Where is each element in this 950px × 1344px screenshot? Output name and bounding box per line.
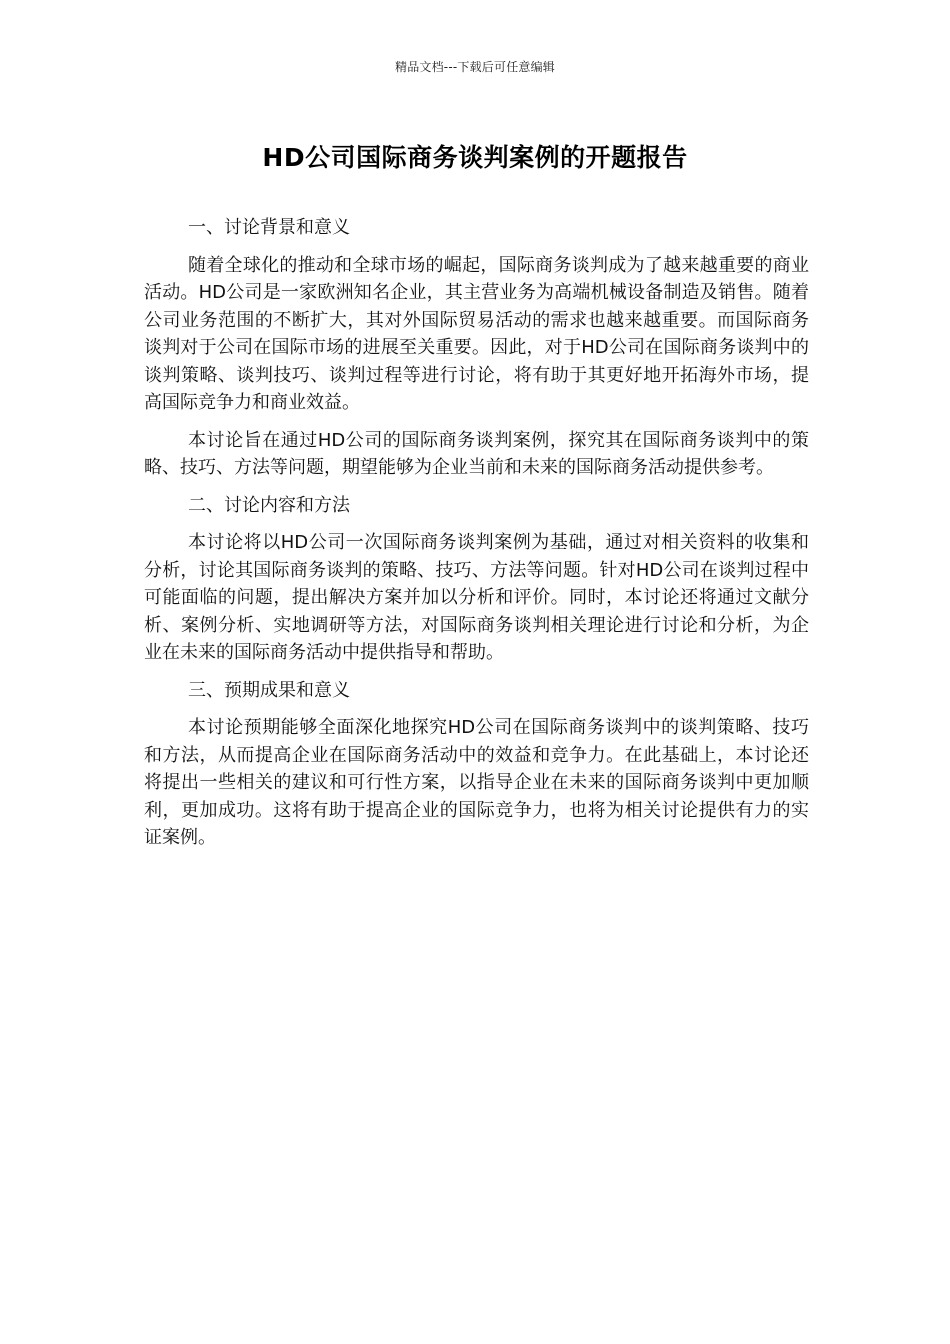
paragraph-background-1: 随着全球化的推动和全球市场的崛起，国际商务谈判成为了越来越重要的商业活动。HD公司是一家欧洲知名企业，其主营业务为高端机械设备制造及销售。随着公司业务范围的不断扩大，其对外国际贸易活动的需求也越来越重要。而国际商务谈判对于公司在国际市场的进展至关重要。因此，对于HD公司在国际商务谈判中的谈判策略、谈判技巧、谈判过程等进行讨论，将有助于其更好地开拓海外市场，提高国际竞争力和商业效益。: [144, 254, 809, 413]
page-header: 精品文档---下载后可任意编辑: [395, 60, 555, 74]
paragraph-content-methods: 本讨论将以HD公司一次国际商务谈判案例为基础，通过对相关资料的收集和分析，讨论其国际商务谈判的策略、技巧、方法等问题。针对HD公司在谈判过程中可能面临的问题，提出解决方案并加以分析和评价。同时，本讨论还将通过文献分析、案例分析、实地调研等方法，对国际商务谈判相关理论进行讨论和分析，为企业在未来的国际商务活动中提供指导和帮助。: [144, 532, 809, 663]
paragraph-expected-results: 本讨论预期能够全面深化地探究HD公司在国际商务谈判中的谈判策略、技巧和方法，从而提高企业在国际商务活动中的效益和竞争力。在此基础上，本讨论还将提出一些相关的建议和可行性方案，以指导企业在未来的国际商务谈判中更加顺利，更加成功。这将有助于提高企业的国际竞争力，也将为相关讨论提供有力的实证案例。: [144, 717, 809, 848]
section-heading-expected-results: 三、预期成果和意义: [188, 679, 350, 701]
document-body: [144, 214, 809, 862]
section-heading-background: 一、讨论背景和意义: [188, 217, 350, 238]
section-heading-content-methods: 二、讨论内容和方法: [188, 494, 350, 516]
document-title: HD公司国际商务谈判案例的开题报告: [262, 143, 688, 172]
paragraph-background-2: 本讨论旨在通过HD公司的国际商务谈判案例，探究其在国际商务谈判中的策略、技巧、方法等问题，期望能够为企业当前和未来的国际商务活动提供参考。: [144, 429, 809, 478]
